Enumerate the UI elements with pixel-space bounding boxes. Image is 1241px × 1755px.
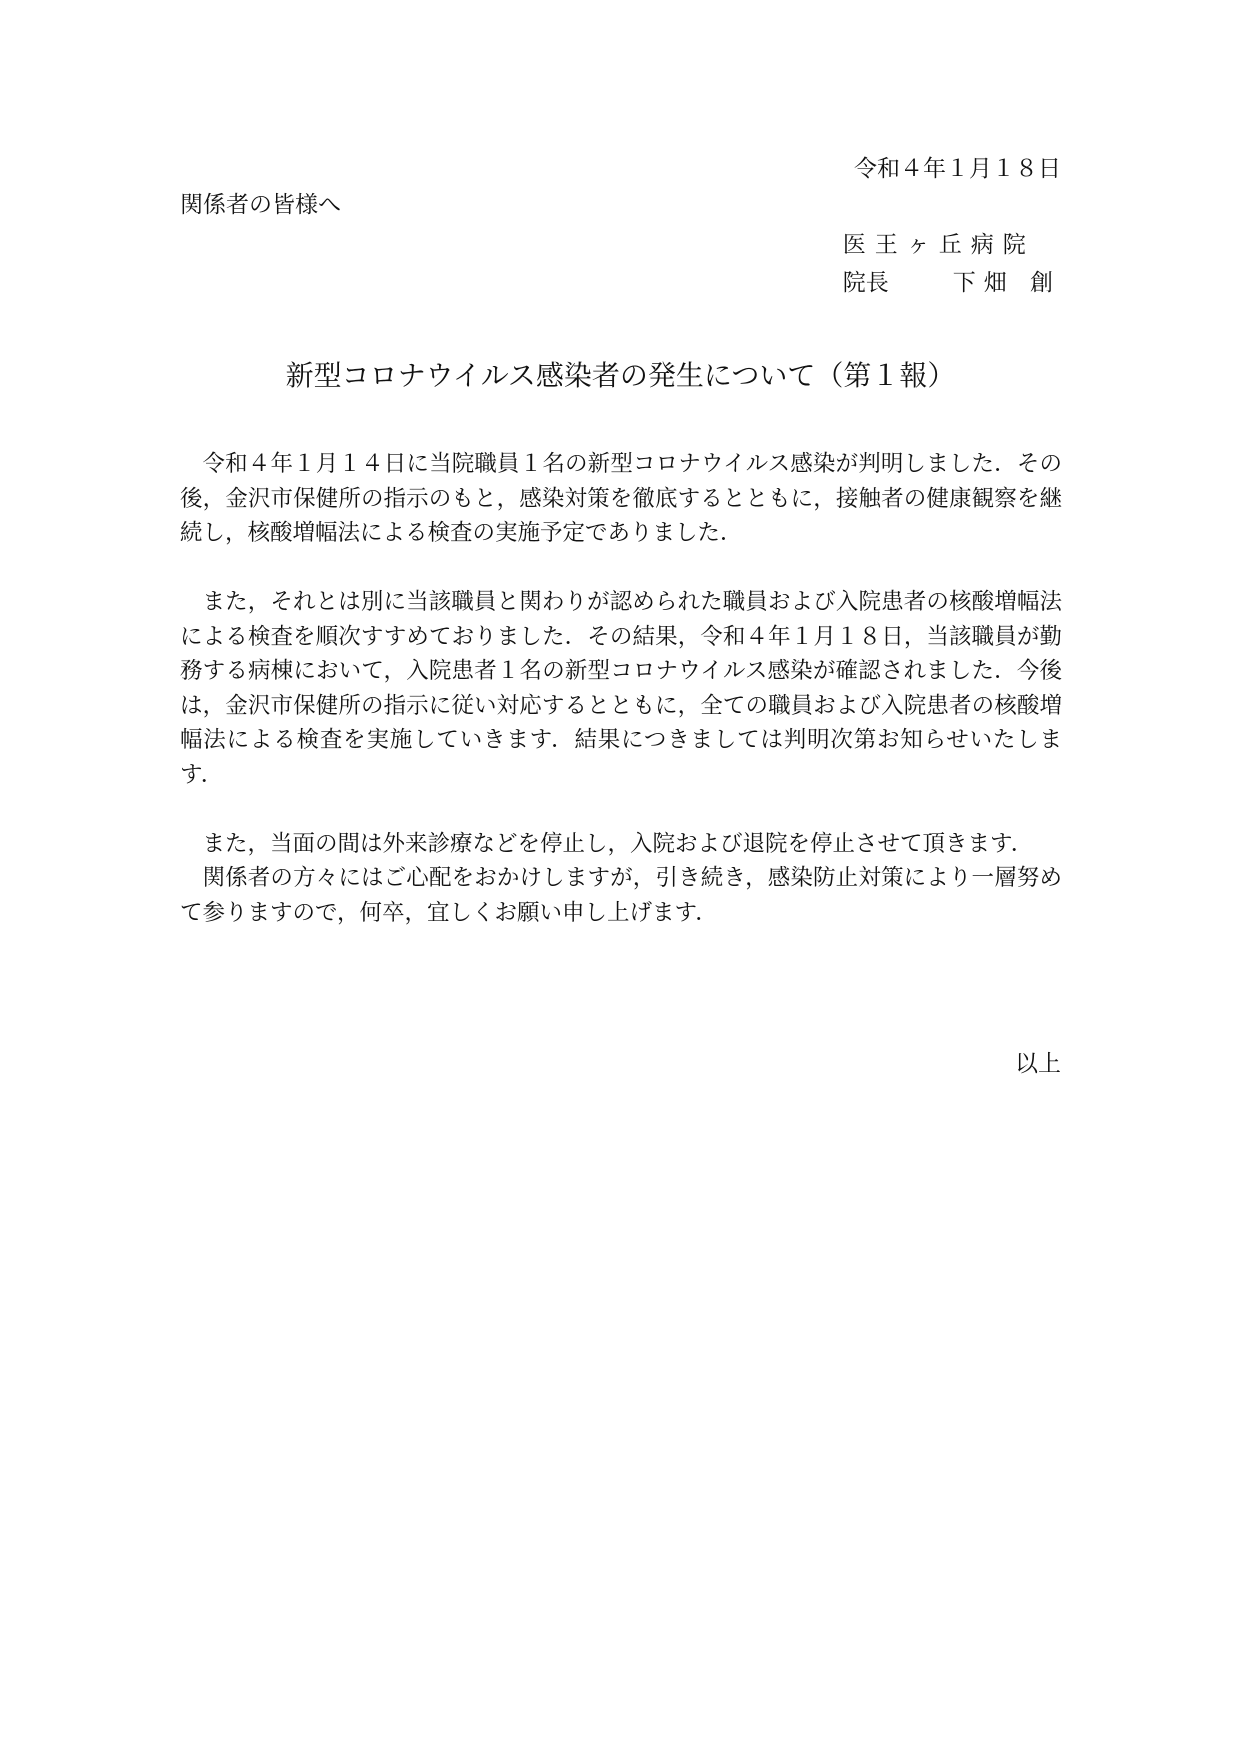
document-date: 令和４年１月１８日 <box>854 156 1061 182</box>
document-body <box>180 447 1062 930</box>
sender-name: 下畑 創 <box>952 270 1061 296</box>
sender-role: 院長 <box>842 270 889 296</box>
sender-organization: 医王ヶ丘病院 <box>842 232 1035 258</box>
recipient-line: 関係者の皆様へ <box>180 192 341 218</box>
document-title: 新型コロナウイルス感染者の発生について（第１報） <box>285 359 956 392</box>
body-paragraph-1: 令和４年１月１４日に当院職員１名の新型コロナウイルス感染が判明しました．その後，金沢市保健所の指示のもと，感染対策を徹底するとともに，接触者の健康観察を継続し，核酸増幅法による検査の実施予定でありました． <box>180 451 1062 546</box>
sender-director <box>843 264 1061 302</box>
sender-block <box>843 226 1061 302</box>
body-paragraph-2: また，それとは別に当該職員と関わりが認められた職員および入院患者の核酸増幅法による検査を順次すすめておりました．その結果，令和４年１月１８日，当該職員が勤務する病棟において，入院患者１名の新型コロナウイルス感染が確認されました．今後は，金沢市保健所の指示に従い対応するとともに，全ての職員および入院患者の核酸増幅法による検査を実施していきます．結果につきましては判明次第お知らせいたします． <box>180 589 1062 788</box>
closing-mark: 以上 <box>1015 1051 1061 1077</box>
body-paragraph-4: 関係者の方々にはご心配をおかけしますが，引き続き，感染防止対策により一層努めて参りますので，何卒，宜しくお願い申し上げます． <box>180 865 1062 926</box>
body-paragraph-3: また，当面の間は外来診療などを停止し，入院および退院を停止させて頂きます． <box>202 830 1034 857</box>
